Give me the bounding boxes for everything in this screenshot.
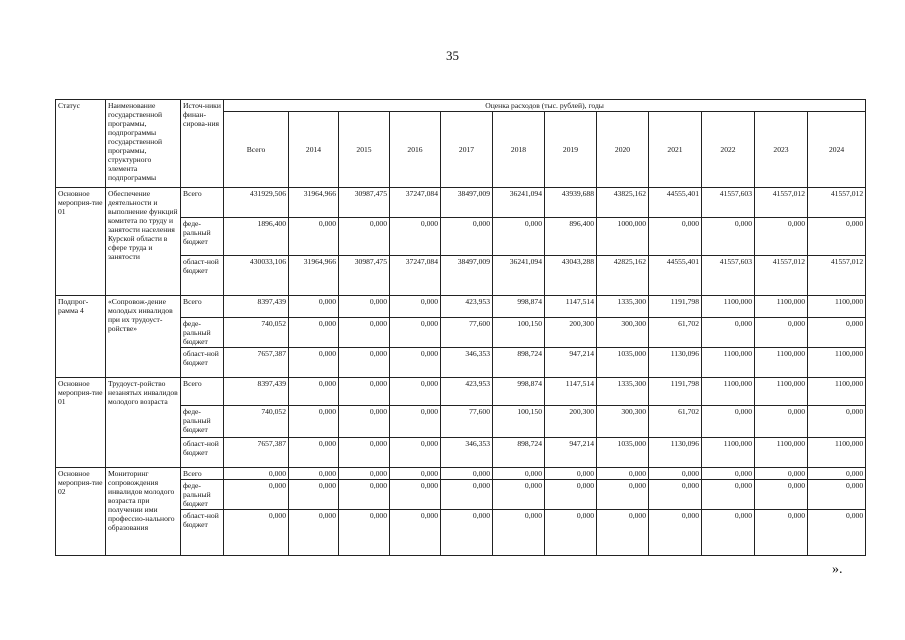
- header-col-2014: 2014: [289, 112, 339, 188]
- amount-cell: 43939,688: [545, 188, 597, 218]
- amount-cell: 1100,000: [755, 438, 808, 468]
- amount-cell: 346,353: [441, 438, 493, 468]
- amount-cell: 31964,966: [289, 256, 339, 296]
- group-status: Подпрог-рамма 4: [56, 296, 106, 378]
- group-name: Мониторинг сопровождения инвалидов молодого возраста при получении ими профессио-нального образования: [106, 468, 181, 556]
- amount-cell: 0,000: [493, 510, 545, 556]
- amount-cell: 0,000: [545, 480, 597, 510]
- group-name: Трудоуст-ройство незанятых инвалидов молодого возраста: [106, 378, 181, 468]
- amount-cell: 947,214: [545, 438, 597, 468]
- amount-cell: 0,000: [702, 318, 755, 348]
- amount-cell: 36241,094: [493, 256, 545, 296]
- amount-cell: 0,000: [289, 438, 339, 468]
- amount-cell: 0,000: [755, 318, 808, 348]
- amount-cell: 41557,012: [808, 188, 866, 218]
- amount-cell: 430033,106: [224, 256, 289, 296]
- amount-cell: 61,702: [649, 318, 702, 348]
- amount-cell: 431929,506: [224, 188, 289, 218]
- table-row: [56, 468, 866, 480]
- header-col-2019: 2019: [545, 112, 597, 188]
- amount-cell: 1100,000: [755, 348, 808, 378]
- amount-cell: 0,000: [339, 378, 390, 406]
- amount-cell: 0,000: [289, 348, 339, 378]
- amount-cell: 44555,401: [649, 188, 702, 218]
- amount-cell: 37247,084: [390, 188, 441, 218]
- header-col-2024: 2024: [808, 112, 866, 188]
- amount-cell: 0,000: [390, 480, 441, 510]
- amount-cell: 0,000: [649, 218, 702, 256]
- amount-cell: 0,000: [441, 218, 493, 256]
- header-status: Статус: [56, 100, 106, 188]
- amount-cell: 1100,000: [808, 348, 866, 378]
- amount-cell: 0,000: [755, 218, 808, 256]
- amount-cell: 8397,439: [224, 296, 289, 318]
- amount-cell: 1100,000: [755, 296, 808, 318]
- amount-cell: 1100,000: [702, 438, 755, 468]
- group-status: Основное мероприя-тие 01: [56, 378, 106, 468]
- amount-cell: 0,000: [441, 510, 493, 556]
- amount-cell: 1100,000: [755, 378, 808, 406]
- amount-cell: 0,000: [755, 468, 808, 480]
- amount-cell: 37247,084: [390, 256, 441, 296]
- amount-cell: 0,000: [339, 318, 390, 348]
- funding-source: Всего: [181, 188, 224, 218]
- amount-cell: 1191,798: [649, 378, 702, 406]
- funding-source: феде-ральный бюджет: [181, 218, 224, 256]
- amount-cell: 0,000: [339, 296, 390, 318]
- amount-cell: 947,214: [545, 348, 597, 378]
- amount-cell: 1191,798: [649, 296, 702, 318]
- amount-cell: 200,300: [545, 318, 597, 348]
- funding-source: област-ной бюджет: [181, 510, 224, 556]
- amount-cell: 300,300: [597, 318, 649, 348]
- amount-cell: 0,000: [390, 318, 441, 348]
- amount-cell: 0,000: [597, 480, 649, 510]
- amount-cell: 0,000: [339, 510, 390, 556]
- header-col-2023: 2023: [755, 112, 808, 188]
- amount-cell: 0,000: [390, 510, 441, 556]
- amount-cell: 0,000: [493, 468, 545, 480]
- amount-cell: 0,000: [390, 378, 441, 406]
- amount-cell: 898,724: [493, 348, 545, 378]
- amount-cell: 0,000: [808, 318, 866, 348]
- closing-mark: ».: [832, 562, 843, 577]
- amount-cell: 0,000: [224, 468, 289, 480]
- amount-cell: 61,702: [649, 406, 702, 438]
- header-col-2021: 2021: [649, 112, 702, 188]
- amount-cell: 423,953: [441, 378, 493, 406]
- header-source: Источ-ники финан-сирова-ния: [181, 100, 224, 188]
- funding-source: феде-ральный бюджет: [181, 318, 224, 348]
- amount-cell: 41557,603: [702, 188, 755, 218]
- funding-source: област-ной бюджет: [181, 438, 224, 468]
- group-status: Основное мероприя-тие 02: [56, 468, 106, 556]
- amount-cell: 1100,000: [702, 296, 755, 318]
- amount-cell: 100,150: [493, 318, 545, 348]
- amount-cell: 998,874: [493, 378, 545, 406]
- amount-cell: 43825,162: [597, 188, 649, 218]
- amount-cell: 0,000: [649, 480, 702, 510]
- amount-cell: 0,000: [339, 438, 390, 468]
- amount-cell: 0,000: [390, 348, 441, 378]
- amount-cell: 0,000: [649, 468, 702, 480]
- amount-cell: 41557,012: [755, 188, 808, 218]
- amount-cell: 8397,439: [224, 378, 289, 406]
- amount-cell: 42825,162: [597, 256, 649, 296]
- amount-cell: 0,000: [289, 378, 339, 406]
- amount-cell: 1000,000: [597, 218, 649, 256]
- amount-cell: 346,353: [441, 348, 493, 378]
- group-name: «Сопровож-дение молодых инвалидов при их трудоуст-ройстве»: [106, 296, 181, 378]
- amount-cell: 0,000: [339, 468, 390, 480]
- page-number: 35: [446, 48, 459, 63]
- header-col-total: Всего: [224, 112, 289, 188]
- amount-cell: 0,000: [597, 468, 649, 480]
- amount-cell: 30987,475: [339, 188, 390, 218]
- amount-cell: 44555,401: [649, 256, 702, 296]
- table-row: [56, 378, 866, 406]
- amount-cell: 1100,000: [808, 296, 866, 318]
- funding-source: феде-ральный бюджет: [181, 406, 224, 438]
- amount-cell: 0,000: [808, 480, 866, 510]
- amount-cell: 0,000: [289, 468, 339, 480]
- funding-source: област-ной бюджет: [181, 256, 224, 296]
- amount-cell: 0,000: [390, 218, 441, 256]
- funding-source: Всего: [181, 468, 224, 480]
- header-col-2022: 2022: [702, 112, 755, 188]
- amount-cell: 0,000: [597, 510, 649, 556]
- amount-cell: 36241,094: [493, 188, 545, 218]
- budget-table: [55, 99, 866, 556]
- group-status: Основное мероприя-тие 01: [56, 188, 106, 296]
- amount-cell: 1035,000: [597, 348, 649, 378]
- amount-cell: 0,000: [808, 218, 866, 256]
- amount-cell: 0,000: [808, 468, 866, 480]
- amount-cell: 0,000: [755, 510, 808, 556]
- amount-cell: 898,724: [493, 438, 545, 468]
- amount-cell: 0,000: [493, 218, 545, 256]
- amount-cell: 0,000: [339, 406, 390, 438]
- amount-cell: 0,000: [339, 480, 390, 510]
- amount-cell: 30987,475: [339, 256, 390, 296]
- funding-source: област-ной бюджет: [181, 348, 224, 378]
- amount-cell: 0,000: [493, 480, 545, 510]
- amount-cell: 896,400: [545, 218, 597, 256]
- amount-cell: 77,600: [441, 318, 493, 348]
- header-col-2020: 2020: [597, 112, 649, 188]
- table-row: [56, 296, 866, 318]
- amount-cell: 0,000: [390, 438, 441, 468]
- amount-cell: 0,000: [289, 406, 339, 438]
- amount-cell: 0,000: [808, 510, 866, 556]
- amount-cell: 0,000: [390, 468, 441, 480]
- amount-cell: 423,953: [441, 296, 493, 318]
- amount-cell: 740,052: [224, 406, 289, 438]
- amount-cell: 1100,000: [702, 378, 755, 406]
- header-col-2018: 2018: [493, 112, 545, 188]
- amount-cell: 31964,966: [289, 188, 339, 218]
- header-col-2016: 2016: [390, 112, 441, 188]
- amount-cell: 0,000: [545, 468, 597, 480]
- amount-cell: 0,000: [441, 468, 493, 480]
- amount-cell: 0,000: [390, 296, 441, 318]
- amount-cell: 0,000: [702, 218, 755, 256]
- amount-cell: 1335,300: [597, 296, 649, 318]
- amount-cell: 0,000: [289, 218, 339, 256]
- group-name: Обеспечение деятельности и выполнение функций комитета по труду и занятости населения Курской области в сфере труда и занятости: [106, 188, 181, 296]
- amount-cell: 1147,514: [545, 378, 597, 406]
- amount-cell: 1100,000: [808, 378, 866, 406]
- amount-cell: 41557,012: [755, 256, 808, 296]
- amount-cell: 0,000: [339, 348, 390, 378]
- amount-cell: 0,000: [808, 406, 866, 438]
- amount-cell: 0,000: [702, 468, 755, 480]
- amount-cell: 7657,387: [224, 438, 289, 468]
- amount-cell: 0,000: [545, 510, 597, 556]
- header-name: Наименование государственной программы, подпрограммы государственной программы, структурного элемента подпрограммы: [106, 100, 181, 188]
- amount-cell: 0,000: [289, 510, 339, 556]
- funding-source: Всего: [181, 378, 224, 406]
- funding-source: Всего: [181, 296, 224, 318]
- amount-cell: 0,000: [755, 480, 808, 510]
- amount-cell: 38497,009: [441, 256, 493, 296]
- amount-cell: 1147,514: [545, 296, 597, 318]
- amount-cell: 1100,000: [808, 438, 866, 468]
- amount-cell: 0,000: [702, 480, 755, 510]
- amount-cell: 0,000: [339, 218, 390, 256]
- amount-cell: 200,300: [545, 406, 597, 438]
- amount-cell: 100,150: [493, 406, 545, 438]
- amount-cell: 0,000: [702, 510, 755, 556]
- table-row: [56, 188, 866, 218]
- amount-cell: 0,000: [289, 480, 339, 510]
- amount-cell: 1896,400: [224, 218, 289, 256]
- header-col-2015: 2015: [339, 112, 390, 188]
- amount-cell: 0,000: [649, 510, 702, 556]
- budget-body: [56, 188, 866, 556]
- amount-cell: 0,000: [441, 480, 493, 510]
- amount-cell: 1130,096: [649, 348, 702, 378]
- amount-cell: 1100,000: [702, 348, 755, 378]
- amount-cell: 998,874: [493, 296, 545, 318]
- amount-cell: 41557,012: [808, 256, 866, 296]
- amount-cell: 740,052: [224, 318, 289, 348]
- amount-cell: 1035,000: [597, 438, 649, 468]
- funding-source: феде-ральный бюджет: [181, 480, 224, 510]
- amount-cell: 0,000: [755, 406, 808, 438]
- amount-cell: 38497,009: [441, 188, 493, 218]
- amount-cell: 7657,387: [224, 348, 289, 378]
- amount-cell: 1130,096: [649, 438, 702, 468]
- header-col-2017: 2017: [441, 112, 493, 188]
- amount-cell: 1335,300: [597, 378, 649, 406]
- amount-cell: 0,000: [224, 510, 289, 556]
- amount-cell: 0,000: [224, 480, 289, 510]
- amount-cell: 43043,288: [545, 256, 597, 296]
- amount-cell: 0,000: [702, 406, 755, 438]
- amount-cell: 0,000: [390, 406, 441, 438]
- amount-cell: 0,000: [289, 296, 339, 318]
- amount-cell: 41557,603: [702, 256, 755, 296]
- amount-cell: 0,000: [289, 318, 339, 348]
- amount-cell: 300,300: [597, 406, 649, 438]
- header-estimate: Оценка расходов (тыс. рублей), годы: [224, 100, 866, 112]
- amount-cell: 77,600: [441, 406, 493, 438]
